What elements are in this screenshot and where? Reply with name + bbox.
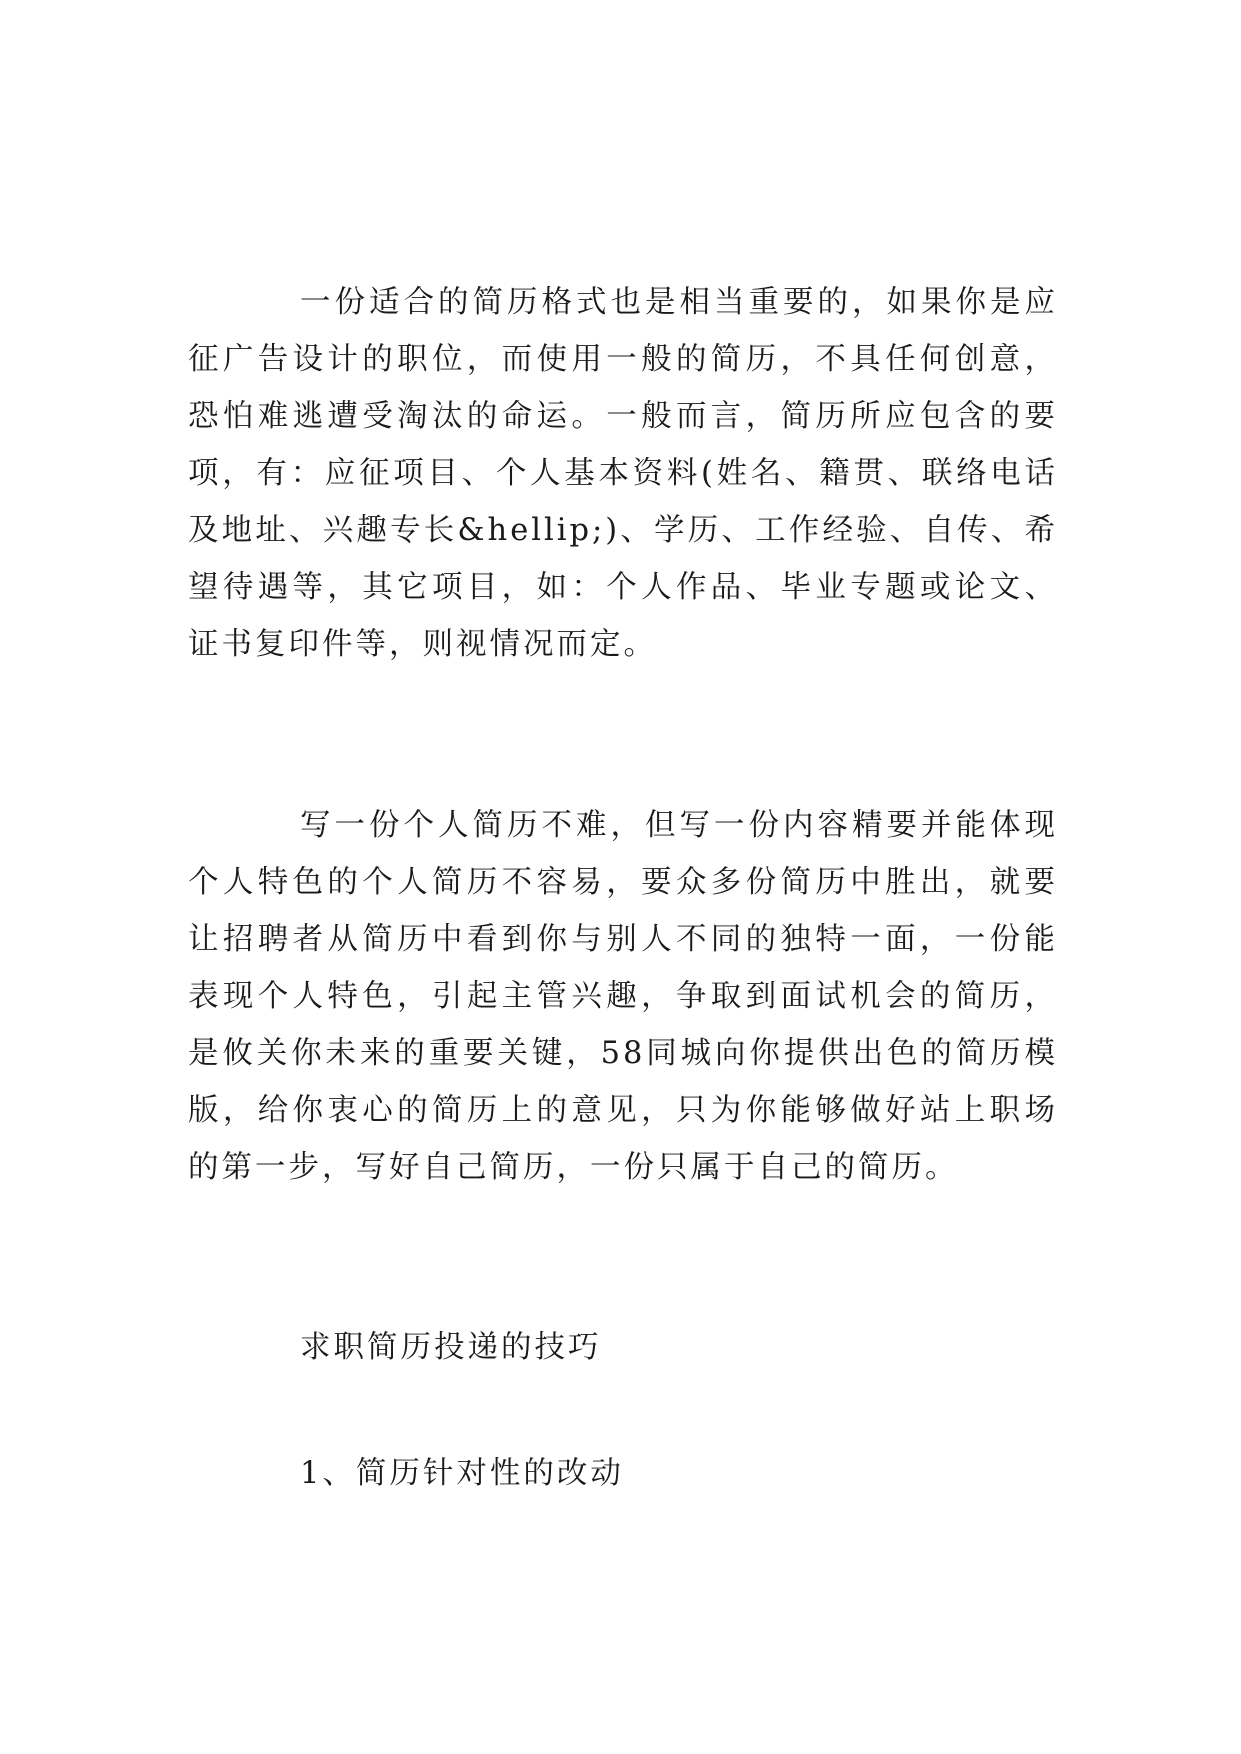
body-paragraph-personal-resume: 写一份个人简历不难，但写一份内容精要并能体现个人特色的个人简历不容易，要众多份简历中胜出，就要让招聘者从简历中看到你与别人不同的独特一面，一份能表现个人特色，引起主管兴趣，争取到面试机会的简历，是攸关你未来的重要关键，58同城向你提供出色的简历模版，给你衷心的简历上的意见，只为你能够做好站上职场的第一步，写好自己简历，一份只属于自己的简历。 <box>188 808 1058 1185</box>
body-paragraph-resume-format: 一份适合的简历格式也是相当重要的，如果你是应征广告设计的职位，而使用一般的简历，不具任何创意，恐怕难逃遭受淘汰的命运。一般而言，简历所应包含的要项，有：应征项目、个人基本资料(姓名、籍贯、联络电话及地址、兴趣专长&hellip;)、学历、工作经验、自传、希望待遇等，其它项目，如：个人作品、毕业专题或论文、证书复印件等，则视情况而定。 <box>188 285 1058 662</box>
section-heading: 求职简历投递的技巧 <box>300 1330 602 1365</box>
subheading-item-1: 1、简历针对性的改动 <box>300 1456 624 1491</box>
